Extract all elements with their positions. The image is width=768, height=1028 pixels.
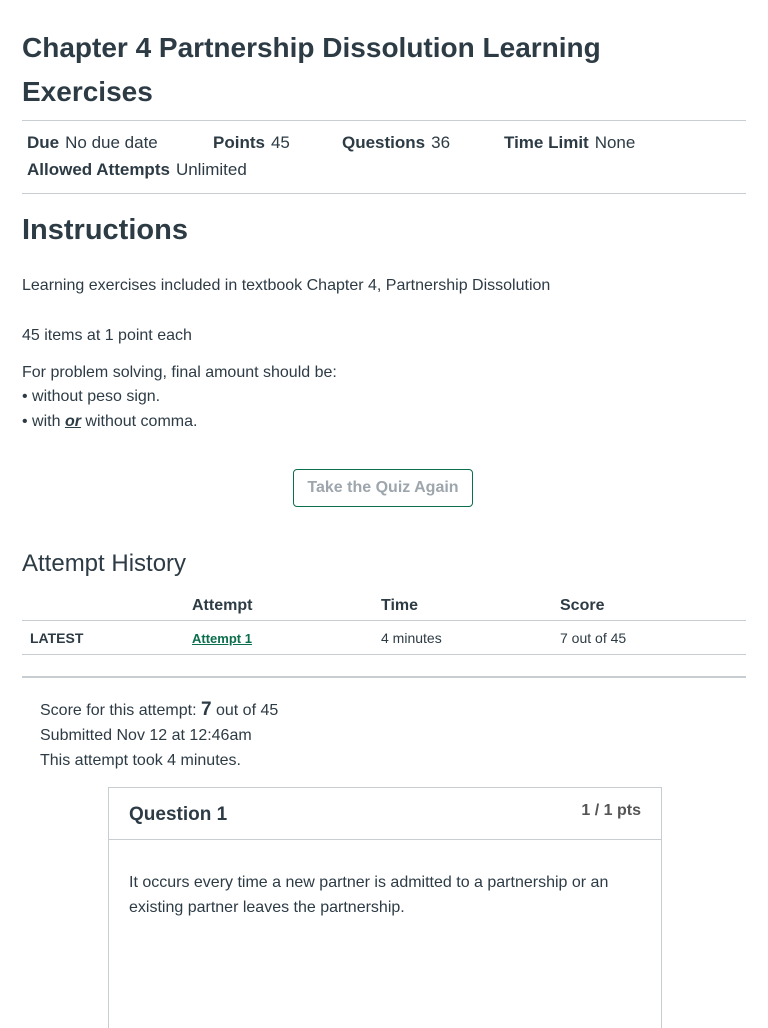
- page-title: Chapter 4 Partnership Dissolution Learning Exercises: [22, 32, 601, 107]
- take-quiz-again-button[interactable]: Take the Quiz Again: [293, 469, 473, 507]
- column-header: Time: [381, 591, 560, 621]
- column-header: [22, 591, 192, 621]
- meta-due: Due No due date: [27, 133, 158, 152]
- question-points: 1 / 1 pts: [581, 802, 641, 819]
- score-summary: Score for this attempt: 7 out of 45: [40, 699, 279, 720]
- question-text: It occurs every time a new partner is admitted to a partnership or an existing partner leaves the partnership.: [129, 874, 609, 916]
- attempt-duration: This attempt took 4 minutes.: [40, 752, 241, 769]
- meta-time-limit: Time Limit None: [504, 133, 636, 152]
- attempt-time: 4 minutes: [381, 621, 560, 655]
- table-header-row: [22, 591, 746, 621]
- meta-points: Points 45: [213, 133, 290, 152]
- instructions-bullet: • without peso sign.: [22, 388, 161, 405]
- quiz-meta: [22, 120, 746, 194]
- latest-tag: LATEST: [22, 621, 192, 655]
- table-row: [22, 621, 746, 655]
- attempt-score: 7 out of 45: [560, 621, 746, 655]
- question-title: Question 1: [129, 804, 228, 825]
- meta-allowed-attempts: Allowed Attempts Unlimited: [27, 160, 247, 179]
- column-header: Score: [560, 591, 746, 621]
- instructions-heading: Instructions: [22, 214, 188, 246]
- divider: [22, 676, 746, 678]
- emphasis-or: or: [64, 413, 81, 430]
- instructions-line: 45 items at 1 point each: [22, 327, 192, 344]
- column-header: Attempt: [192, 591, 381, 621]
- question-header: [109, 788, 661, 840]
- meta-questions: Questions 36: [342, 133, 451, 152]
- submitted-time: Submitted Nov 12 at 12:46am: [40, 727, 252, 744]
- attempt-history-table: [22, 591, 746, 655]
- instructions-line: For problem solving, final amount should be:: [22, 364, 337, 381]
- question-card: [108, 787, 662, 1028]
- instructions-bullet: • with or without comma.: [22, 413, 198, 430]
- instructions-line: Learning exercises included in textbook Chapter 4, Partnership Dissolution: [22, 277, 551, 294]
- score-value: 7: [200, 699, 212, 720]
- attempt-history-heading: Attempt History: [22, 550, 187, 577]
- attempt-link[interactable]: Attempt 1: [192, 630, 252, 646]
